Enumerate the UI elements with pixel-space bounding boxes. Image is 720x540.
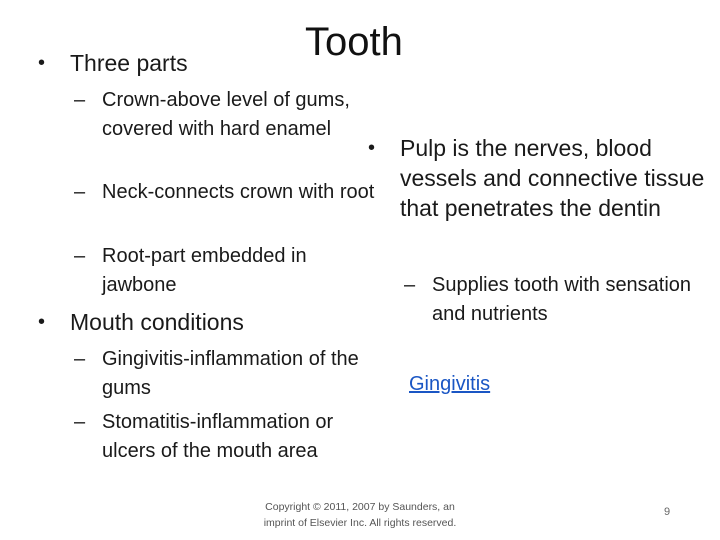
pulp-sub-label: Supplies tooth with sensation and nutrients: [432, 274, 692, 325]
pulp-sub-item: [404, 271, 712, 329]
bullet-mouth-conditions-label: Mouth conditions: [70, 309, 244, 335]
bullet-three-parts: [38, 48, 330, 78]
gingivitis-link[interactable]: Gingivitis: [409, 373, 491, 395]
condition-item-gingivitis: [74, 345, 378, 403]
condition-item-stomatitis: [74, 408, 378, 466]
part-item-crown: [74, 86, 378, 144]
page-number: 9: [664, 506, 671, 518]
condition-item-label: Gingivitis-inflammation of the gums: [102, 348, 359, 399]
bullet-pulp: [368, 133, 720, 223]
part-item-label: Neck-connects crown with root: [102, 181, 375, 203]
slide-title: Tooth: [305, 20, 403, 64]
part-item-neck: [74, 178, 378, 207]
part-item-root: [74, 242, 378, 300]
condition-item-label: Stomatitis-inflammation or ulcers of the mouth area: [102, 411, 334, 462]
part-item-label: Root-part embedded in jawbone: [102, 245, 307, 296]
bullet-mouth-conditions: [38, 307, 370, 337]
part-item-label: Crown-above level of gums, covered with hard enamel: [102, 89, 350, 140]
bullet-pulp-label: Pulp is the nerves, blood vessels and connective tissue that penetrates the dentin: [400, 135, 705, 221]
copyright-footer: Copyright © 2011, 2007 by Saunders, an imprint of Elsevier Inc. All rights reserved.: [263, 501, 457, 529]
bullet-three-parts-label: Three parts: [70, 50, 188, 76]
